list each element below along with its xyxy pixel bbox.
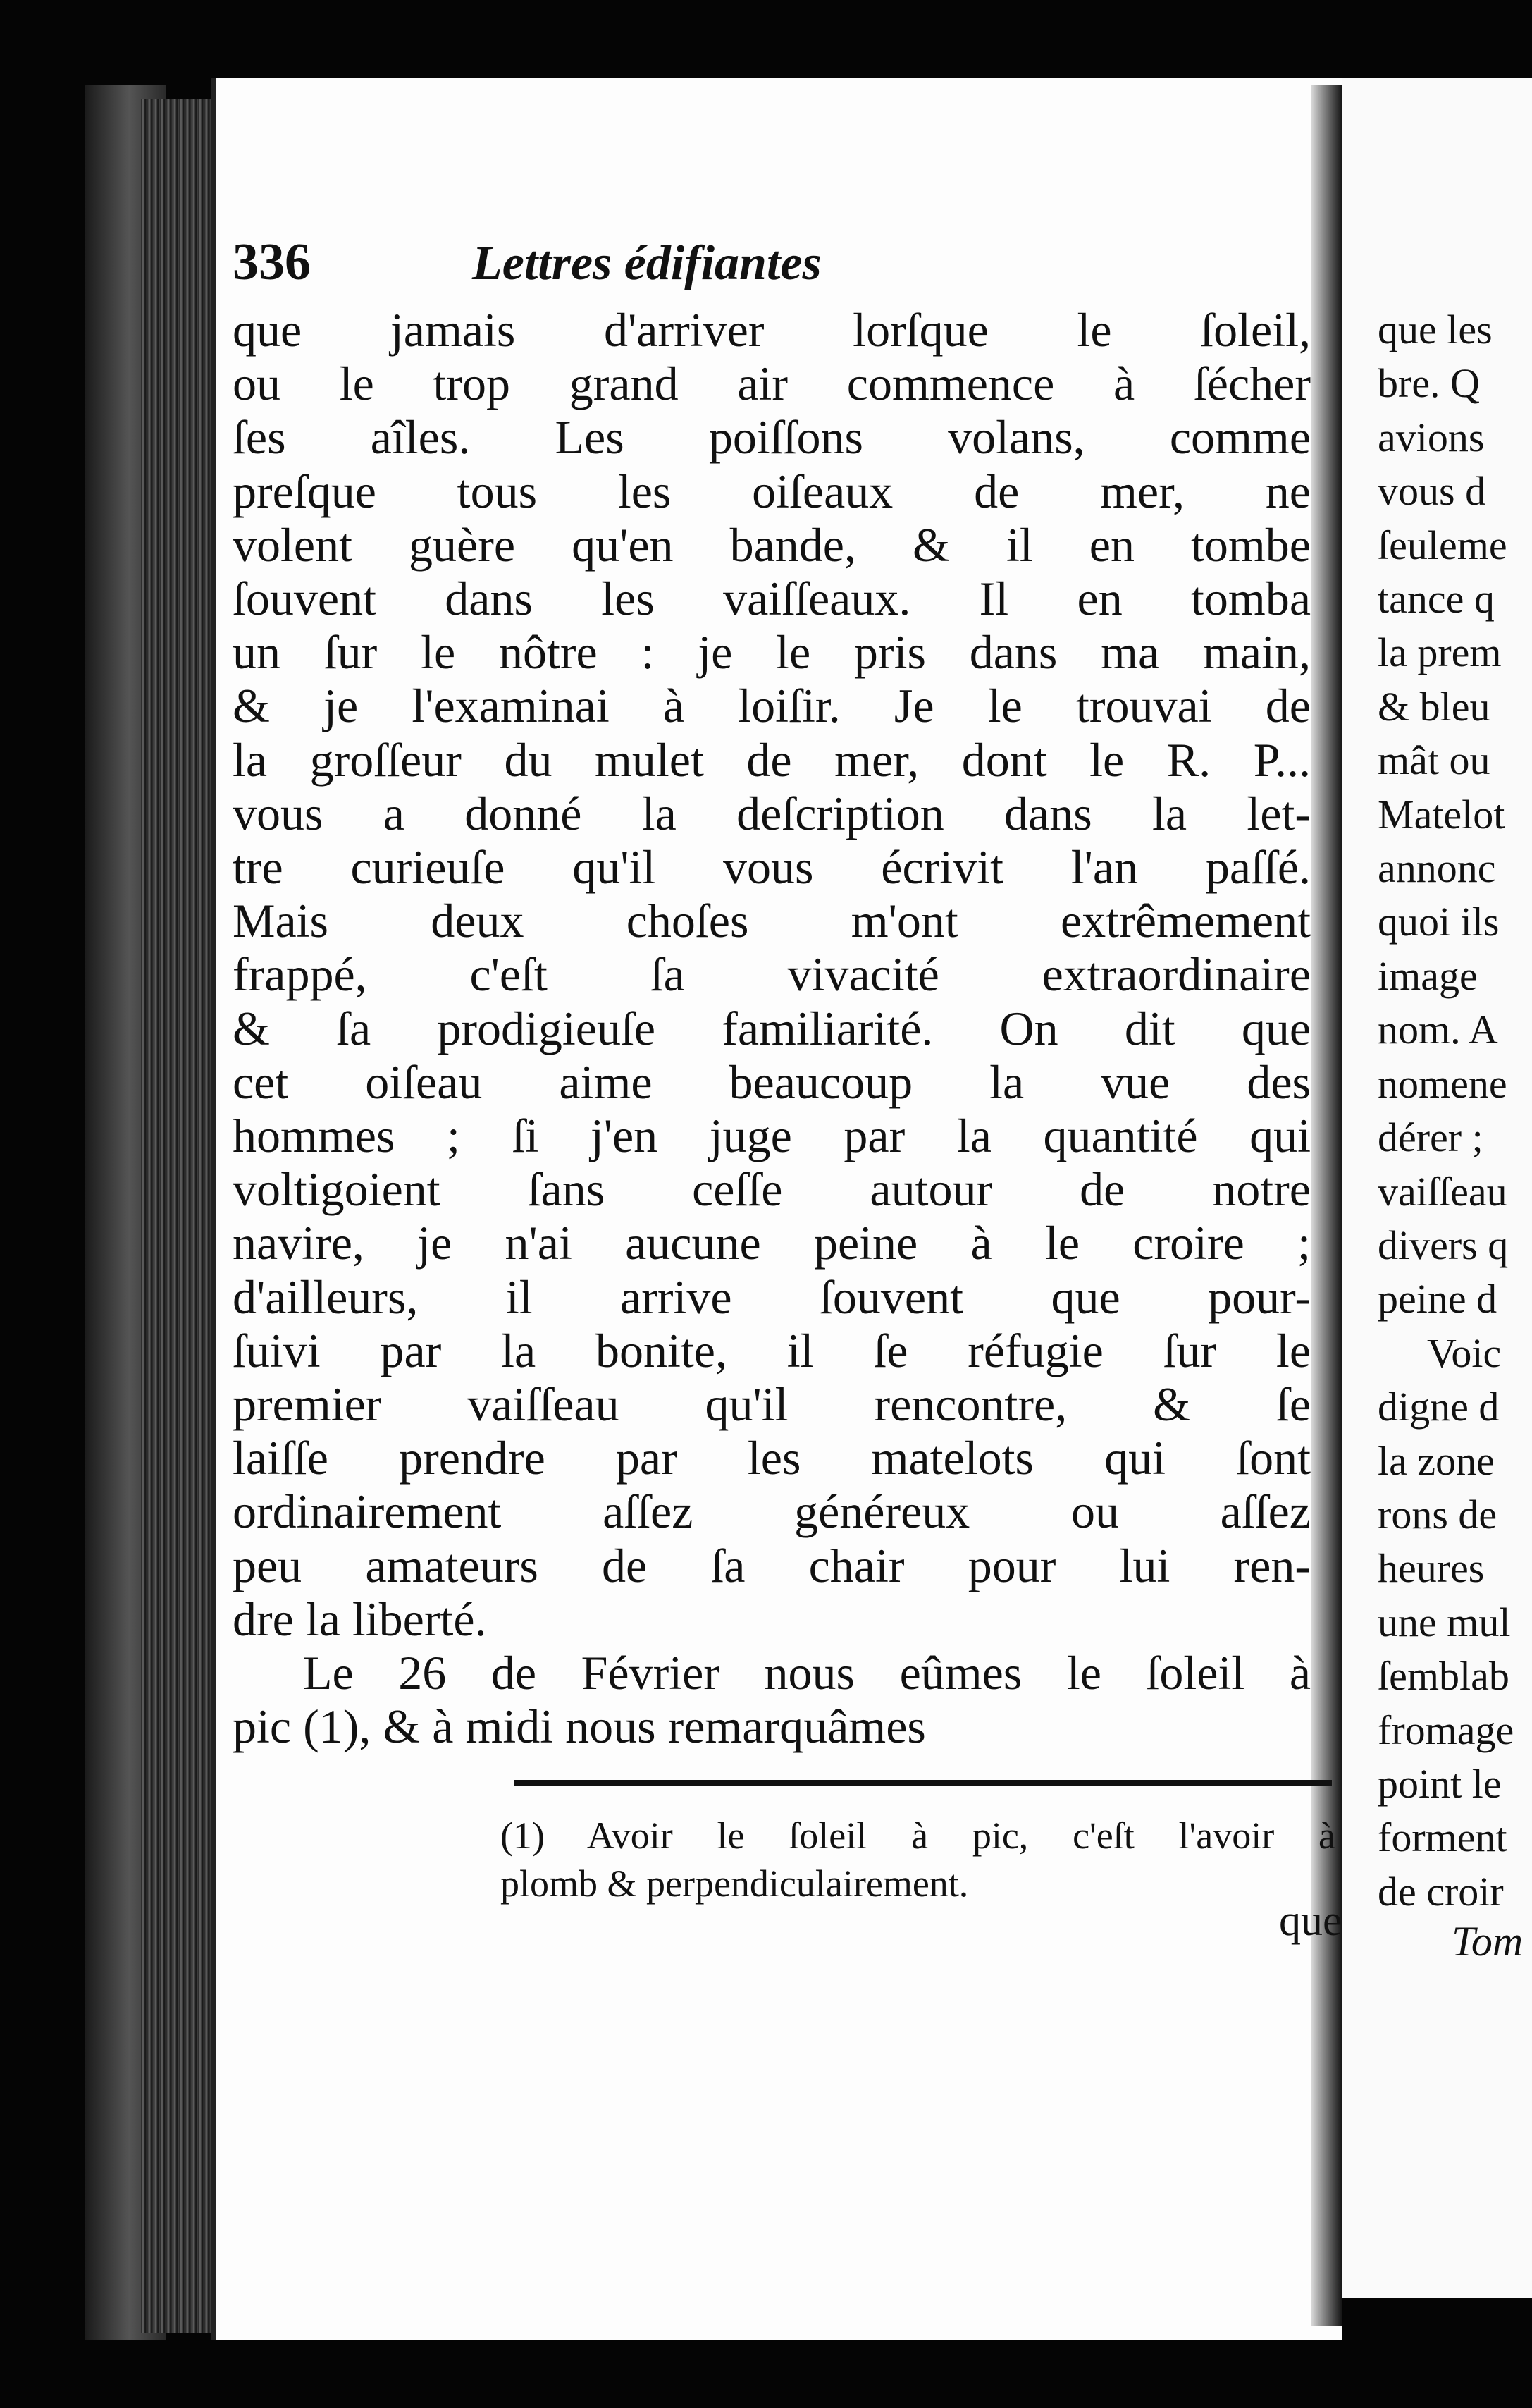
page-header [233, 233, 1008, 310]
text-line: ſes aîles. Les poiſſons volans, comme [233, 410, 1311, 465]
footnote-rule [514, 1780, 1332, 1786]
text-line: cet oiſeau aime beaucoup la vue des [233, 1055, 1311, 1109]
right-page-line: tance q [1378, 576, 1495, 622]
text-line: dre la liberté. [233, 1592, 487, 1646]
right-page-line: rons de [1378, 1491, 1497, 1537]
text-line: Mais deux choſes m'ont extrêmement [233, 894, 1311, 948]
page-gutter [1311, 85, 1342, 2326]
right-page-line: digne d [1378, 1384, 1500, 1430]
right-page-line: bre. Q [1378, 360, 1480, 407]
text-line: frappé, c'eſt ſa vivacité extraordinaire [233, 947, 1311, 1002]
text-line: volent guère qu'en bande, & il en tombe [233, 517, 1311, 572]
text-line: pic (1), & à midi nous remarquâmes [233, 1700, 926, 1754]
right-page-line: Matelot [1378, 791, 1505, 837]
right-page-line: Voic [1427, 1329, 1502, 1376]
right-page-line: mât ou [1378, 737, 1490, 784]
text-line: que jamais d'arriver lorſque le ſoleil, [233, 303, 1311, 357]
right-page-line: vaiſſeau [1378, 1168, 1507, 1215]
right-page-line: vous d [1378, 468, 1486, 515]
text-line: voltigoient ſans ceſſe autour de notre [233, 1162, 1311, 1217]
right-page-line: une mul [1378, 1599, 1511, 1645]
text-line: ou le trop grand air commence à ſécher [233, 357, 1311, 411]
page-number: 336 [233, 233, 311, 291]
text-line: premier vaiſſeau qu'il rencontre, & ſe [233, 1377, 1311, 1432]
text-line: preſque tous les oiſeaux de mer, ne [233, 464, 1311, 518]
text-line: ſouvent dans les vaiſſeaux. Il en tomba [233, 572, 1311, 626]
right-page-line: peine d [1378, 1276, 1497, 1322]
text-line: & ſa prodigieuſe familiarité. On dit que [233, 1001, 1311, 1055]
footnote-line: plomb & perpendiculairement. [500, 1862, 969, 1905]
text-line: hommes ; ſi j'en juge par la quantité qui [233, 1109, 1311, 1163]
right-page-line: nomene [1378, 1060, 1507, 1107]
text-line: tre curieuſe qu'il vous écrivit l'an paſſé. [233, 840, 1311, 895]
text-line: navire, je n'ai aucune peine à le croire ; [233, 1216, 1311, 1270]
right-page-line: heures [1378, 1545, 1485, 1592]
text-line: Le 26 de Février nous eûmes le ſoleil à [303, 1646, 1311, 1700]
right-page-line: divers q [1378, 1222, 1509, 1268]
right-page-line: de croir [1378, 1868, 1504, 1915]
right-page-line: point le [1378, 1760, 1502, 1807]
text-line: d'ailleurs, il arrive ſouvent que pour- [233, 1270, 1311, 1324]
footnote-line: (1) Avoir le ſoleil à pic, c'eſt l'avoir à [500, 1814, 1335, 1857]
right-page-signature: Tom [1452, 1918, 1524, 1965]
body-text [233, 303, 1311, 1753]
right-page-text [1378, 303, 1532, 1919]
text-line: & je l'examinai à loiſir. Je le trouvai de [233, 679, 1311, 733]
text-line: vous a donné la deſcription dans la let- [233, 786, 1311, 840]
right-page-line: annonc [1378, 845, 1496, 892]
right-page-line: & bleu [1378, 683, 1490, 730]
running-title: Lettres édifiantes [472, 236, 822, 290]
right-page-line: ſemblab [1378, 1653, 1509, 1700]
right-page-line: quoi ils [1378, 899, 1500, 945]
text-line: un ſur le nôtre : je le pris dans ma main, [233, 625, 1311, 680]
right-page-line: avions [1378, 414, 1485, 460]
right-page-line: la zone [1378, 1437, 1495, 1484]
right-page-line: nom. A [1378, 1007, 1498, 1053]
text-line: ſuivi par la bonite, il ſe réfugie ſur le [233, 1323, 1311, 1377]
right-page-line: image [1378, 952, 1478, 999]
right-page-line: la prem [1378, 629, 1502, 676]
text-line: peu amateurs de ſa chair pour lui ren- [233, 1538, 1311, 1592]
right-page-line: fromage [1378, 1707, 1514, 1753]
right-page-line: dérer ; [1378, 1114, 1483, 1161]
text-line: ordinairement aſſez généreux ou aſſez [233, 1485, 1311, 1539]
footnote [500, 1812, 1335, 1908]
right-page-line: que les [1378, 307, 1493, 352]
text-line: laiſſe prendre par les matelots qui ſont [233, 1431, 1311, 1485]
catchword: que [1279, 1897, 1342, 1945]
right-page-line: forment [1378, 1814, 1507, 1861]
right-page-line: ſeuleme [1378, 522, 1507, 568]
text-line: la groſſeur du mulet de mer, dont le R. P... [233, 732, 1311, 787]
